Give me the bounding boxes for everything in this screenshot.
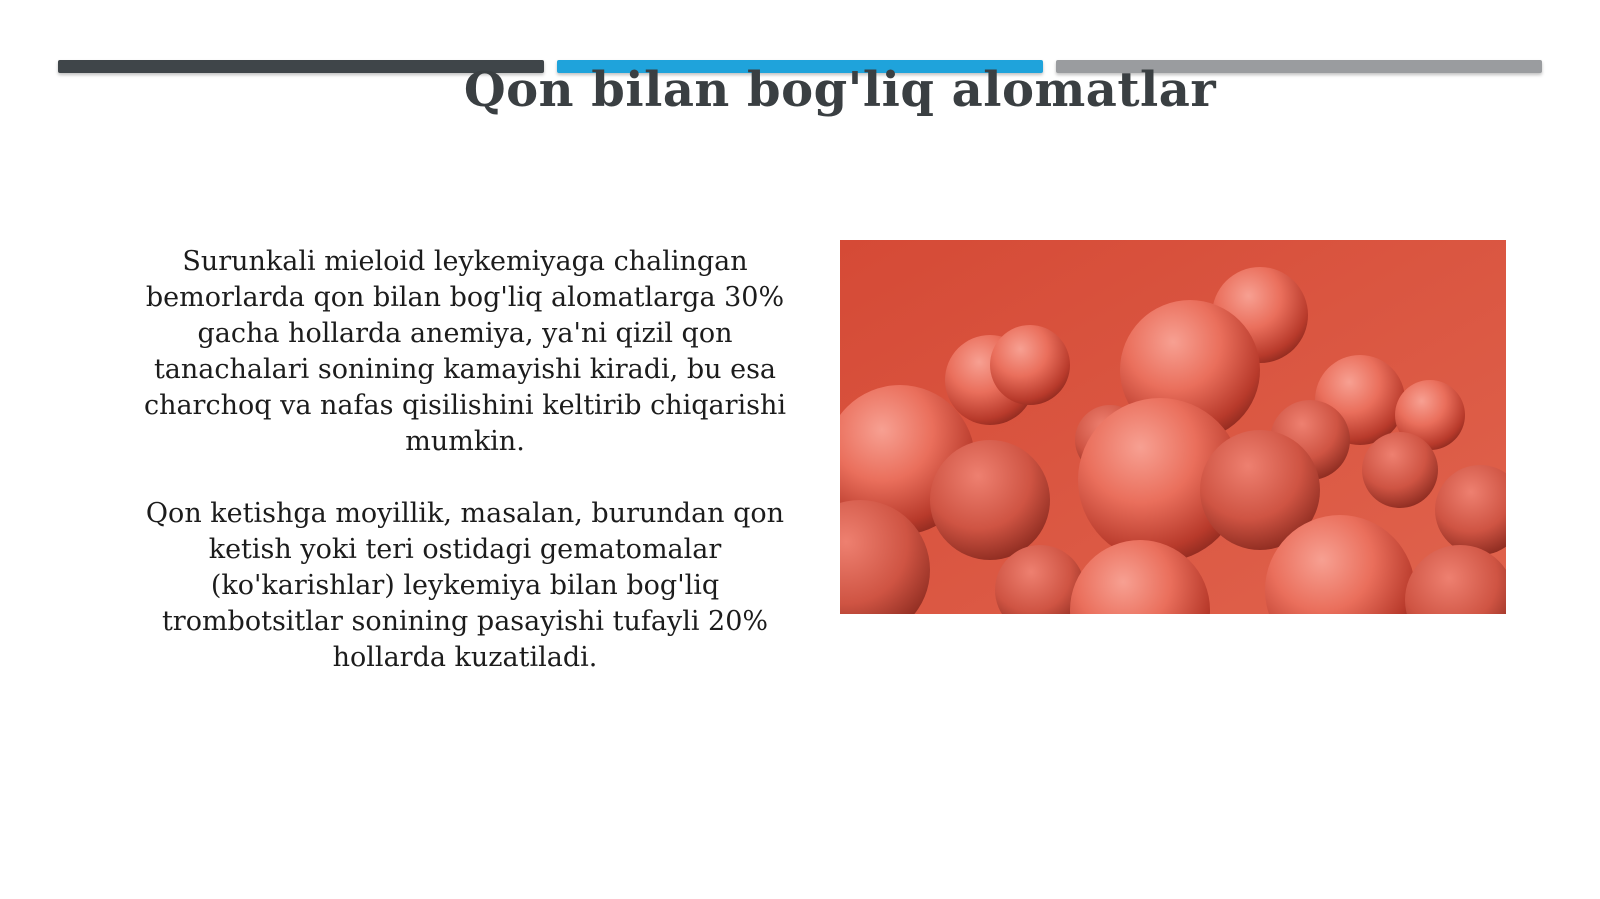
paragraph-anemia: Surunkali mieloid leykemiyaga chalingan bemorlarda qon bilan bog'liq alomatlarga 30% gacha hollarda anemiya, ya'ni qizil qon tanachalari sonining kamayishi kiradi, bu esa charchoq va nafas qisilishini keltirib chiqarishi mumkin. xyxy=(143,246,787,457)
blood-cells-image xyxy=(840,240,1506,614)
blood-cells-illustration xyxy=(840,240,1506,614)
paragraph-bleeding: Qon ketishga moyillik, masalan, burundan qon ketish yoki teri ostidagi gematomalar (ko'karishlar) leykemiya bilan bog'liq trombotsitlar sonining pasayishi tufayli 20% hollarda kuzatiladi. xyxy=(145,498,785,673)
body-text xyxy=(120,244,810,676)
slide-title: Qon bilan bog'liq alomatlar xyxy=(463,62,1217,118)
